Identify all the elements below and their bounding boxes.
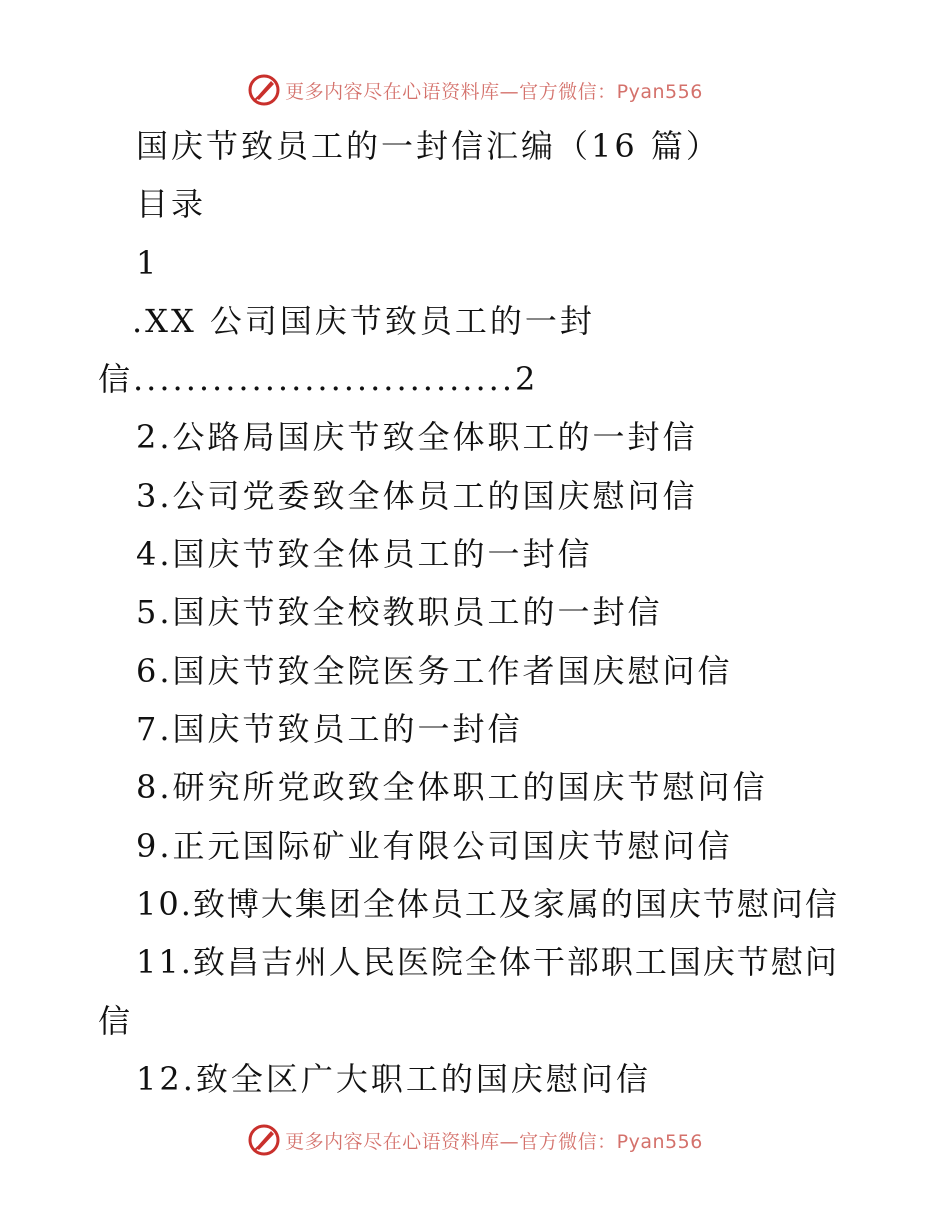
toc-item-2: 2.公路局国庆节致全体职工的一封信 bbox=[136, 418, 698, 456]
document-title: 国庆节致员工的一封信汇编（16 篇） bbox=[136, 127, 721, 165]
toc-item-11-continuation: 信 bbox=[98, 1002, 134, 1040]
toc-item-8: 8.研究所党政致全体职工的国庆节慰问信 bbox=[136, 768, 768, 806]
header-watermark bbox=[0, 70, 950, 110]
toc-item-3: 3.公司党委致全体员工的国庆慰问信 bbox=[136, 477, 698, 515]
quill-pen-logo-icon bbox=[247, 1123, 281, 1157]
toc-item-1-title: .XX 公司国庆节致员工的一封 bbox=[132, 302, 595, 340]
toc-heading: 目录 bbox=[136, 185, 207, 223]
toc-item-1-number: 1 bbox=[136, 244, 160, 282]
toc-item-5: 5.国庆节致全校教职员工的一封信 bbox=[136, 593, 663, 631]
quill-pen-logo-icon bbox=[247, 73, 281, 107]
footer-watermark bbox=[0, 1120, 950, 1160]
watermark-text: 更多内容尽在心语资料库—官方微信：Pyan556 bbox=[285, 1130, 703, 1153]
toc-item-6: 6.国庆节致全院医务工作者国庆慰问信 bbox=[136, 652, 733, 690]
toc-item-9: 9.正元国际矿业有限公司国庆节慰问信 bbox=[136, 827, 733, 865]
toc-item-1-continuation: 信.............................2 bbox=[98, 360, 539, 398]
toc-item-7: 7.国庆节致员工的一封信 bbox=[136, 710, 523, 748]
toc-item-12: 12.致全区广大职工的国庆慰问信 bbox=[136, 1060, 651, 1098]
watermark-text: 更多内容尽在心语资料库—官方微信：Pyan556 bbox=[285, 80, 703, 103]
toc-item-4: 4.国庆节致全体员工的一封信 bbox=[136, 535, 593, 573]
toc-item-10: 10.致博大集团全体员工及家属的国庆节慰问信 bbox=[136, 885, 839, 923]
toc-item-11: 11.致昌吉州人民医院全体干部职工国庆节慰问 bbox=[136, 943, 839, 981]
